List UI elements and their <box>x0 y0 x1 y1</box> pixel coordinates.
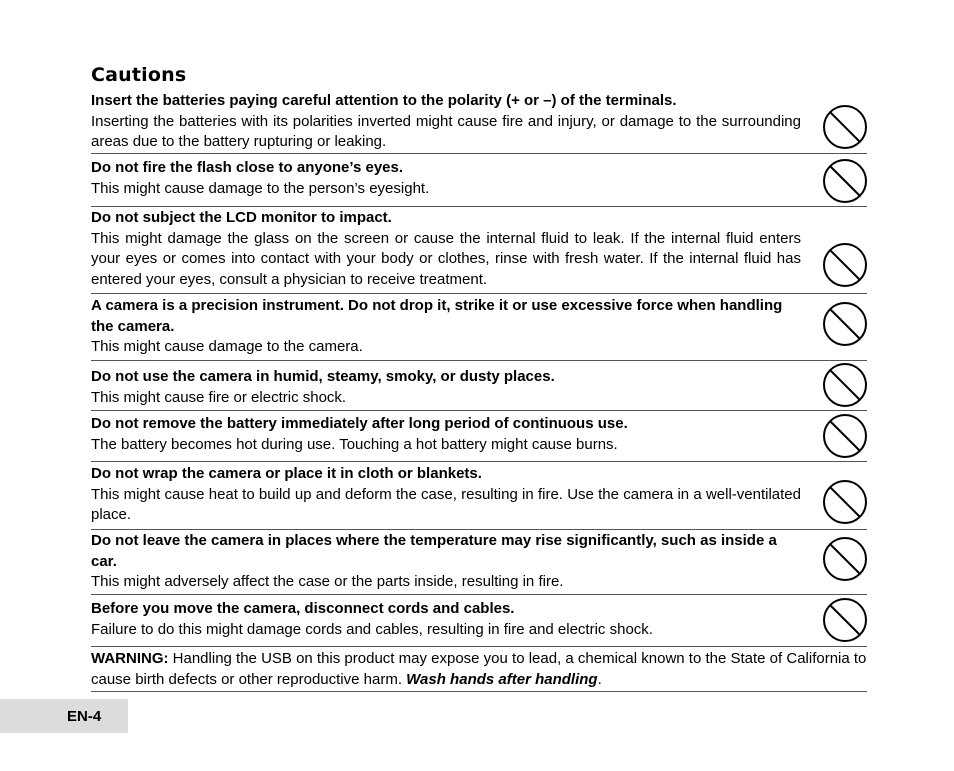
prohibition-icon <box>822 413 868 459</box>
caution-item <box>91 599 867 640</box>
divider <box>91 691 867 692</box>
prohibition-icon <box>822 104 868 150</box>
caution-body: This might cause damage to the person’s eyesight. <box>91 179 430 197</box>
caution-body: Inserting the batteries with its polarities inverted might cause fire and injury, or damage to the surrounding areas due to the battery rupturing or leaking. <box>91 112 801 150</box>
warning-text: Handling the USB on this product may expose you to lead, a chemical known to the State of California to cause birth defects or other reproductive harm. <box>91 650 867 688</box>
divider <box>91 410 867 411</box>
prohibition-icon <box>822 301 868 347</box>
caution-item <box>91 531 867 593</box>
caution-item <box>91 158 867 199</box>
prohibition-icon <box>822 158 868 204</box>
caution-item <box>91 91 867 153</box>
caution-heading: Do not wrap the camera or place it in cloth or blankets. <box>91 465 482 482</box>
caution-heading: Do not use the camera in humid, steamy, smoky, or dusty places. <box>91 368 555 385</box>
caution-heading: Do not subject the LCD monitor to impact. <box>91 209 392 226</box>
prohibition-icon <box>822 597 868 643</box>
caution-body: The battery becomes hot during use. Touching a hot battery might cause burns. <box>91 435 618 453</box>
caution-body: Failure to do this might damage cords and cables, resulting in fire and electric shock. <box>91 620 653 638</box>
divider <box>91 646 867 647</box>
caution-body: This might damage the glass on the screen or cause the internal fluid to leak. If the internal fluid enters your eyes or comes into contact with your body or clothes, rinse with fresh water. If the internal fluid has entered your eyes, consult a physician to receive treatment. <box>91 229 801 288</box>
caution-item <box>91 414 867 455</box>
divider <box>91 461 867 462</box>
prohibition-icon <box>822 479 868 525</box>
caution-body: This might cause damage to the camera. <box>91 338 363 355</box>
divider <box>91 529 867 530</box>
divider <box>91 153 867 154</box>
caution-body: This might cause fire or electric shock. <box>91 388 347 406</box>
caution-body: This might adversely affect the case or the parts inside, resulting in fire. <box>91 573 564 590</box>
divider <box>91 360 867 361</box>
caution-item <box>91 464 867 526</box>
caution-item <box>91 296 867 358</box>
prohibition-icon <box>822 242 868 288</box>
caution-heading: Insert the batteries paying careful attention to the polarity (+ or –) of the terminals. <box>91 92 677 109</box>
caution-item <box>91 208 867 290</box>
prohibition-icon <box>822 362 868 408</box>
page-number: EN-4 <box>67 708 102 725</box>
page-number-tab <box>0 699 128 733</box>
caution-heading: Do not fire the flash close to anyone’s eyes. <box>91 159 404 176</box>
caution-item <box>91 367 867 408</box>
warning-label: WARNING: <box>91 650 169 667</box>
caution-heading: A camera is a precision instrument. Do not drop it, strike it or use excessive force when handling the camera. <box>91 297 783 335</box>
warning-notice <box>91 649 867 690</box>
caution-heading: Do not remove the battery immediately after long period of continuous use. <box>91 415 628 432</box>
page-title: Cautions <box>91 64 187 86</box>
caution-body: This might cause heat to build up and deform the case, resulting in fire. Use the camera in a well-ventilated place. <box>91 485 801 523</box>
warning-end: . <box>597 670 602 688</box>
caution-heading: Do not leave the camera in places where the temperature may rise significantly, such as inside a car. <box>91 532 777 570</box>
divider <box>91 594 867 595</box>
warning-emphasis: Wash hands after handling <box>406 670 598 688</box>
divider <box>91 293 867 294</box>
caution-heading: Before you move the camera, disconnect cords and cables. <box>91 600 515 617</box>
prohibition-icon <box>822 536 868 582</box>
divider <box>91 206 867 207</box>
